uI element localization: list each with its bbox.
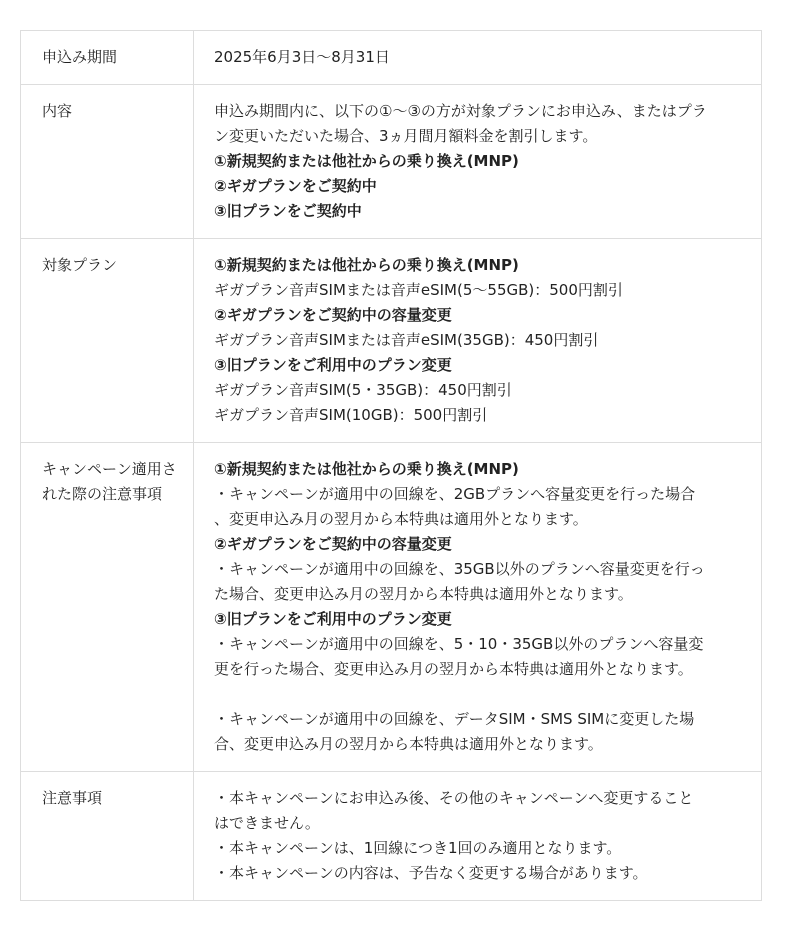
section-heading: ③旧プランをご契約中: [214, 202, 362, 220]
row-label: 内容: [21, 85, 194, 239]
row-label: 注意事項: [21, 772, 194, 901]
text-line: ギガプラン音声SIMまたは音声eSIM(5〜55GB)：500円割引: [214, 281, 623, 299]
table-row-application-period: [21, 31, 762, 85]
row-value: [194, 239, 762, 443]
text-line: ギガプラン音声SIM(10GB)：500円割引: [214, 406, 488, 424]
section-heading: ②ギガプランをご契約中: [214, 177, 377, 195]
text-line: 、変更申込み月の翌月から本特典は適用外となります。: [214, 510, 588, 528]
section-heading: ②ギガプランをご契約中の容量変更: [214, 535, 452, 553]
row-label: 申込み期間: [21, 31, 194, 85]
text-line: ギガプラン音声SIMまたは音声eSIM(35GB)：450円割引: [214, 331, 599, 349]
text-line: はできません。: [214, 814, 320, 832]
text-line: 2025年6月3日〜8月31日: [214, 48, 390, 66]
text-line: ・キャンペーンが適用中の回線を、5・10・35GB以外のプランへ容量変: [214, 635, 704, 653]
table-body: [21, 31, 762, 901]
text-line: ギガプラン音声SIM(5・35GB)：450円割引: [214, 381, 512, 399]
text-line: ・キャンペーンが適用中の回線を、35GB以外のプランへ容量変更を行っ: [214, 560, 705, 578]
text-line: ン変更いただいた場合、3ヵ月間月額料金を割引します。: [214, 127, 598, 145]
text-line: ・キャンペーンが適用中の回線を、データSIM・SMS SIMに変更した場: [214, 710, 695, 728]
text-line: ・本キャンペーンの内容は、予告なく変更する場合があります。: [214, 864, 648, 882]
text-line: た場合、変更申込み月の翌月から本特典は適用外となります。: [214, 585, 633, 603]
text-line: 申込み期間内に、以下の①〜③の方が対象プランにお申込み、またはプラ: [214, 102, 707, 120]
table-row-target-plans: [21, 239, 762, 443]
text-line: 更を行った場合、変更申込み月の翌月から本特典は適用外となります。: [214, 660, 693, 678]
row-label: 対象プラン: [21, 239, 194, 443]
row-label: キャンペーン適用された際の注意事項: [21, 443, 194, 772]
text-line: ・本キャンペーンは、1回線につき1回のみ適用となります。: [214, 839, 622, 857]
row-value: [194, 31, 762, 85]
table-row-content: [21, 85, 762, 239]
section-heading: ③旧プランをご利用中のプラン変更: [214, 356, 452, 374]
table-row-campaign-notes: [21, 443, 762, 772]
section-heading: ③旧プランをご利用中のプラン変更: [214, 610, 452, 628]
row-value: [194, 443, 762, 772]
section-heading: ①新規契約または他社からの乗り換え(MNP): [214, 256, 519, 274]
text-line: ・キャンペーンが適用中の回線を、2GBプランへ容量変更を行った場合: [214, 485, 696, 503]
text-line: ・本キャンペーンにお申込み後、その他のキャンペーンへ変更すること: [214, 789, 694, 807]
section-heading: ①新規契約または他社からの乗り換え(MNP): [214, 152, 519, 170]
campaign-details-table: [20, 30, 762, 901]
section-heading: ①新規契約または他社からの乗り換え(MNP): [214, 460, 519, 478]
row-value: [194, 772, 762, 901]
section-heading: ②ギガプランをご契約中の容量変更: [214, 306, 452, 324]
text-line: 合、変更申込み月の翌月から本特典は適用外となります。: [214, 735, 603, 753]
text-line: [214, 682, 745, 707]
table-row-notes: [21, 772, 762, 901]
row-value: [194, 85, 762, 239]
